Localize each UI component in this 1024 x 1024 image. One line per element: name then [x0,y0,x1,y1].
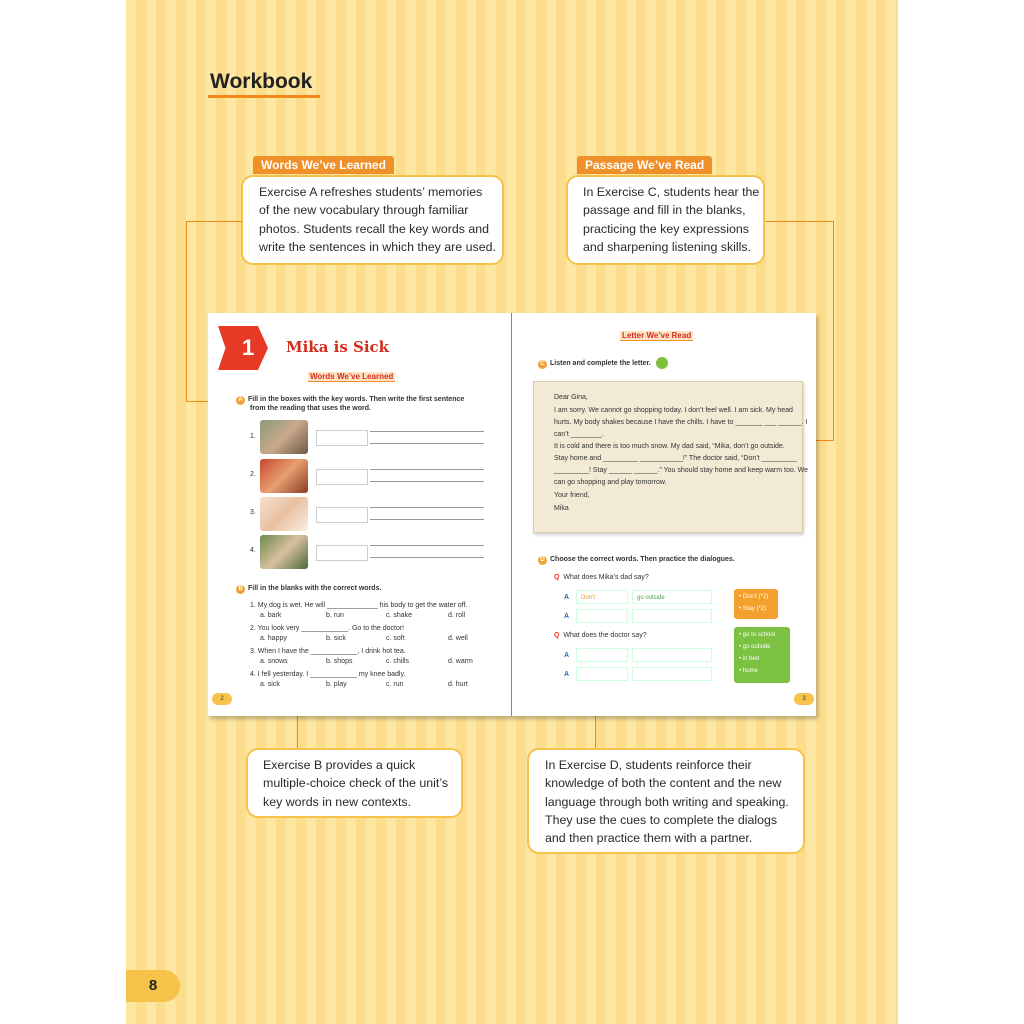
answer-label: A [564,613,570,620]
answer-line [370,431,484,432]
callout-line: and then practice them with a partner. [545,831,753,846]
cue-item: • Don’t (*2) [739,594,769,600]
answer-box[interactable] [632,609,712,623]
callout-line: language through both writing and speaking. [545,794,789,809]
exercise-letter: D [538,556,547,565]
passage-callout [566,175,765,265]
callout-line: Exercise A refreshes students’ memories [259,185,483,199]
answer-box[interactable] [632,648,712,662]
option: d. hurt [448,681,468,688]
exercise-d-instruction [538,556,735,565]
photo-dog [260,420,308,454]
callout-line: photos. Students recall the key words and [259,221,490,236]
answer-box[interactable] [316,545,368,561]
exercise-b-instruction [236,585,381,594]
answer-line [370,443,484,444]
item-number: 2. [250,471,256,478]
option: b. run [326,612,344,619]
photo-child-outdoors [260,535,308,569]
section-title: Letter We’ve Read [622,331,692,340]
instruction-text: Choose the correct words. Then practice the dialogues. [550,556,735,563]
option: d. roll [448,612,466,619]
option: a. happy [260,635,287,642]
answer-box[interactable] [316,469,368,485]
instruction-text: Fill in the blanks with the correct words. [248,585,382,592]
letter-line: Dear Gina, [554,394,588,401]
letter-line: I am sorry. We cannot go shopping today. I don’t feel well. I am sick. My head [554,407,793,414]
cue-item: • home [739,668,758,674]
title-underline [208,95,320,98]
option: c. shake [386,612,413,619]
callout-line: key words in new contexts. [263,794,412,809]
answer-line [370,545,484,546]
callout-line: passage and fill in the blanks, [583,203,746,218]
words-callout [241,175,504,265]
letter-line: Mika [554,505,569,512]
answer-box[interactable] [576,609,628,623]
callout-line: They use the cues to complete the dialogs [545,812,778,827]
option: d. well [448,635,468,642]
option: a. bark [260,612,282,619]
letter-line: _________! Stay ______ ______.” You should stay home and keep warm too. We [554,467,808,474]
answer-label: A [564,594,570,601]
answer-box[interactable]: Don’t [576,590,628,604]
letter-line: Your friend, [554,492,590,499]
dialog-question: Q What does the doctor say? [554,632,647,639]
callout-line: practicing the key expressions [583,221,749,236]
exercise-b-callout [246,748,463,818]
connector-line [765,221,834,222]
instruction-text: Fill in the boxes with the key words. Then write the first sentence [248,396,465,403]
option: c. chills [386,658,409,665]
question-text: 2. You look very ____________. Go to the doctor! [250,625,405,632]
item-number: 4. [250,547,256,554]
connector-line [186,221,242,222]
question-text: 3. When I have the ____________, I drink hot tea. [250,648,406,655]
letter-line: can go shopping and play tomorrow. [554,479,667,486]
cue-item: • go outside [739,644,771,650]
unit-number: 1 [242,335,255,360]
option: a. sick [260,681,280,688]
right-page-number: 3 [794,693,814,705]
option: b. play [326,681,347,688]
callout-line: write the sentences in which they are used. [259,239,496,254]
answer-label: A [564,652,570,659]
answer-line [370,519,484,520]
callout-line: Exercise B provides a quick [263,758,416,772]
connector-line [186,221,187,402]
answer-box[interactable] [576,648,628,662]
option: c. soft [386,635,405,642]
answer-label: A [564,671,570,678]
answer-line [370,481,484,482]
option: b. shops [326,658,353,665]
page-number: 8 [126,970,180,1002]
option: d. warm [448,658,473,665]
words-tag: Words We’ve Learned [253,156,394,174]
exercise-a-instruction-2: from the reading that uses the word. [250,405,371,412]
cue-box-orange [734,589,778,619]
dialog-question: Q What does Mika’s dad say? [554,574,649,581]
page-title: Workbook [210,70,313,93]
option: c. run [386,681,404,688]
answer-line [370,469,484,470]
letter-line: can’t ________. [554,431,604,438]
callout-line: multiple-choice check of the unit’s [263,776,449,791]
callout-line: knowledge of both the content and the new [545,776,782,791]
letter-line: Stay home and _________ ___________!” The doctor said, “Don’t _________ [554,455,797,462]
cue-item: • Stay (*2) [739,606,767,612]
option: b. sick [326,635,346,642]
letter-paper [533,381,808,533]
audio-icon[interactable] [656,357,668,369]
item-number: 3. [250,509,256,516]
answer-box[interactable] [632,667,712,681]
passage-tag: Passage We’ve Read [577,156,712,174]
question-text: What does Mika’s dad say? [563,574,649,581]
callout-line: and sharpening listening skills. [583,239,752,254]
callout-line: In Exercise C, students hear the [583,185,760,199]
answer-line [370,507,484,508]
section-title: Words We’ve Learned [310,372,394,381]
exercise-letter: A [236,396,245,405]
answer-line [370,557,484,558]
question-text: 1. My dog is wet. He will _____________ his body to get the water off. [250,602,468,609]
workbook-spread [208,313,816,716]
cue-item: • in bed [739,656,760,662]
unit-title: Mika is Sick [286,338,390,356]
cue-box-green [734,627,790,683]
question-text: What does the doctor say? [563,632,647,639]
callout-line: of the new vocabulary through familiar [259,203,469,218]
instruction-text: Listen and complete the letter. [550,359,651,367]
letter-line: It is cold and there is too much snow. My dad said, “Mika, don’t go outside. [554,443,785,450]
cue-item: • go to school [739,632,776,638]
answer-box[interactable]: go outside [632,590,712,604]
exercise-d-callout [527,748,805,854]
photo-child-sick [260,459,308,493]
item-number: 1. [250,433,256,440]
exercise-a-instruction [236,396,464,405]
book-spine [511,313,512,716]
letter-line: hurts. My body shakes because I have the chills. I have to _______ ___ ______. I [554,419,808,426]
exercise-letter: C [538,360,547,369]
answer-box[interactable] [316,430,368,446]
answer-box[interactable] [316,507,368,523]
exercise-letter: B [236,585,245,594]
callout-line: In Exercise D, students reinforce their [545,758,752,772]
exercise-c-instruction [538,357,668,369]
connector-line [833,221,834,441]
option: a. snows [260,658,288,665]
answer-box[interactable] [576,667,628,681]
photo-baby [260,497,308,531]
left-page-number: 2 [212,693,232,705]
question-text: 4. I fell yesterday. I ____________ my knee badly. [250,671,406,678]
